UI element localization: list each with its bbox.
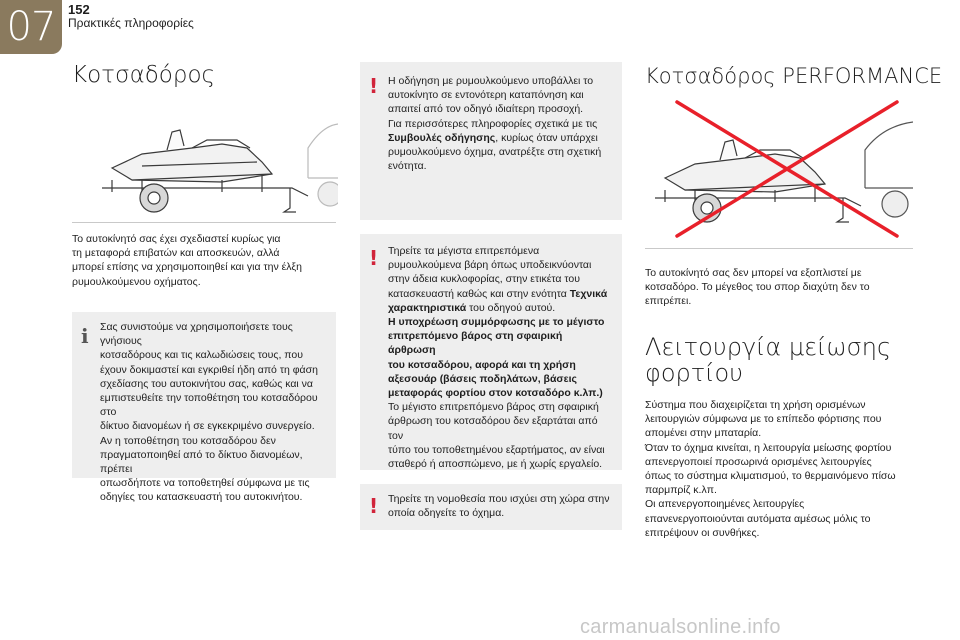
text-line: [388, 329, 612, 357]
text-line: ρυμουλκούμενο όχημα, ανατρέξτε στη σχετική: [388, 146, 602, 159]
text-line: απαιτεί από τον οδηγό ιδιαίτερη προσοχή.: [388, 103, 584, 116]
text-line: [388, 372, 612, 386]
warning-box-weights: [360, 234, 622, 470]
text-line: Τηρείτε τα μέγιστα επιτρεπόμενα: [388, 245, 540, 257]
trailer-illustration: [72, 118, 338, 222]
watermark: carmanualsonline.info: [580, 616, 781, 638]
text-line: εμπιστευθείτε την τοποθέτηση του κοτσαδόρου στο: [100, 392, 318, 419]
text-line: τύπο του τοποθετημένου εξαρτήματος, αν είναι: [388, 443, 605, 456]
text-line: απομένει στην μπαταρία.: [645, 427, 762, 440]
text-line: [388, 358, 612, 372]
bold-line: του κοτσαδόρου, αφορά και τη χρήση: [388, 358, 576, 371]
bold-line: επιτρεπόμενο βάρος στη σφαιρική άρθρωση: [388, 330, 563, 357]
text-line: Το μέγιστο επιτρεπόμενο βάρος στη σφαιρική: [388, 401, 599, 414]
text-line: Αν η τοποθέτηση του κοτσαδόρου δεν: [100, 434, 276, 447]
text-line: λειτουργιών σύμφωνα με το επίπεδο φόρτισης που: [645, 413, 882, 426]
towbar-heading: Κοτσαδόρος: [72, 62, 216, 88]
text-line: όπως το σύστημα κλιματισμού, το θερμαινόμενο πίσω: [645, 470, 896, 483]
text-line: ενότητα.: [388, 160, 427, 173]
no-towbar-illustration: [645, 100, 913, 240]
driving-advice-link: Συμβουλές οδήγησης: [388, 131, 496, 144]
text-line: απενεργοποιεί προσωρινά ορισμένες λειτουργίες: [645, 455, 872, 468]
bold-line: Η υποχρέωση συμμόρφωσης με το μέγιστο: [388, 316, 605, 329]
text-line: Το αυτοκίνητό σας έχει σχεδιαστεί κυρίως για: [72, 233, 281, 245]
text-line: άρθρωση του κοτσαδόρου δεν εξαρτάται από τον: [388, 415, 598, 442]
text-line: Τηρείτε τη νομοθεσία που ισχύει στη χώρα στην: [388, 493, 610, 505]
warning-icon: !: [369, 74, 379, 98]
performance-text: [645, 266, 870, 309]
text-line: παρμπρίζ κ.λπ.: [645, 484, 717, 497]
text-fragment: κατασκευαστή καθώς και στην ενότητα: [388, 287, 567, 300]
warning-icon: !: [369, 246, 379, 270]
divider: [645, 248, 913, 249]
text-line: επιτρέπει.: [645, 295, 692, 308]
text-line: Σας συνιστούμε να χρησιμοποιήσετε τους γνήσιους: [100, 321, 293, 348]
text-line: σχεδίασης του αυτοκινήτου σας, καθώς και να: [100, 377, 313, 390]
chapter-number: 07: [6, 4, 56, 50]
info-box: [72, 312, 336, 504]
text-line: κοτσαδόρους και τις καλωδιώσεις τους, που: [100, 349, 303, 362]
text-line: Η οδήγηση με ρυμουλκούμενο υποβάλλει το: [388, 75, 594, 87]
tech-specs-link: Τεχνικά: [569, 287, 608, 300]
text-line: Σύστημα που διαχειρίζεται τη χρήση ορισμένων: [645, 399, 866, 411]
text-fragment: , κυρίως όταν υπάρχει: [495, 131, 598, 144]
info-icon: i: [81, 324, 89, 348]
text-line: [388, 287, 612, 301]
page-number: 152: [68, 2, 90, 17]
text-line: μπορεί επίσης να χρησιμοποιηθεί και για την έλξη: [72, 261, 302, 274]
chapter-badge: [0, 0, 62, 54]
text-line: οδηγίες του κατασκευαστή του αυτοκινήτου.: [100, 491, 303, 504]
text-line: στην άδεια κυκλοφορίας, στην ετικέτα του: [388, 273, 580, 286]
text-line: [388, 386, 612, 400]
warning-box-legislation: [360, 484, 622, 530]
text-line: οποία οδηγείτε το όχημα.: [388, 507, 505, 520]
text-line: Όταν το όχημα κινείται, η λειτουργία μείωσης φορτίου: [645, 441, 892, 454]
text-line: ρυμουλκούμενα βάρη όπως υποδεικνύονται: [388, 259, 592, 272]
text-line: τη μεταφορά επιβατών και αποσκευών, αλλά: [72, 247, 280, 260]
text-line: ρυμουλκούμενου οχήματος.: [72, 275, 201, 288]
text-line: Για περισσότερες πληροφορίες σχετικά με τις: [388, 117, 598, 130]
warning-box-driving: [360, 62, 622, 220]
load-reduction-heading: [645, 334, 891, 386]
text-line: σταθερό ή αποσπώμενο, με ή χωρίς εργαλείο.: [388, 458, 603, 471]
divider: [72, 222, 336, 223]
text-line: [388, 131, 612, 145]
tech-specs-link: χαρακτηριστικά: [388, 301, 467, 314]
text-line: κοτσαδόρο. Το μέγεθος του σπορ διαχύτη δεν το: [645, 281, 870, 294]
text-line: δίκτυο διανομέων ή σε εγκεκριμένο συνεργείο.: [100, 420, 315, 433]
load-reduction-text: [645, 398, 896, 540]
bold-line: μεταφοράς φορτίου στον κοτσαδόρο κ.λπ.): [388, 387, 603, 400]
section-title: Πρακτικές πληροφορίες: [68, 16, 194, 30]
text-fragment: του οδηγού αυτού.: [469, 301, 556, 314]
text-line: Οι απενεργοποιημένες λειτουργίες: [645, 498, 805, 511]
bold-line: αξεσουάρ (βάσεις ποδηλάτων, βάσεις: [388, 372, 577, 385]
heading-line: φορτίου: [645, 359, 744, 387]
text-line: [388, 301, 612, 315]
performance-heading: Κοτσαδόρος PERFORMANCE: [645, 64, 943, 88]
text-line: επανενεργοποιούνται αυτόματα αμέσως μόλις το: [645, 512, 871, 525]
text-line: Το αυτοκίνητό σας δεν μπορεί να εξοπλιστεί με: [645, 267, 862, 279]
towbar-intro: [72, 232, 302, 289]
heading-line: Λειτουργία μείωσης: [645, 333, 892, 361]
warning-icon: !: [369, 494, 379, 518]
text-line: [388, 315, 612, 329]
text-line: επιτρέψουν οι συνθήκες.: [645, 526, 760, 539]
text-line: έχουν δοκιμαστεί και εγκριθεί ήδη από τη φάση: [100, 363, 318, 376]
text-line: αυτοκίνητο σε εντονότερη καταπόνηση και: [388, 89, 584, 102]
text-line: πραγματοποιηθεί από το δίκτυο διανομέων, πρέπει: [100, 448, 303, 476]
text-line: οπωσδήποτε να τοποθετηθεί σύμφωνα με τις: [100, 477, 310, 490]
